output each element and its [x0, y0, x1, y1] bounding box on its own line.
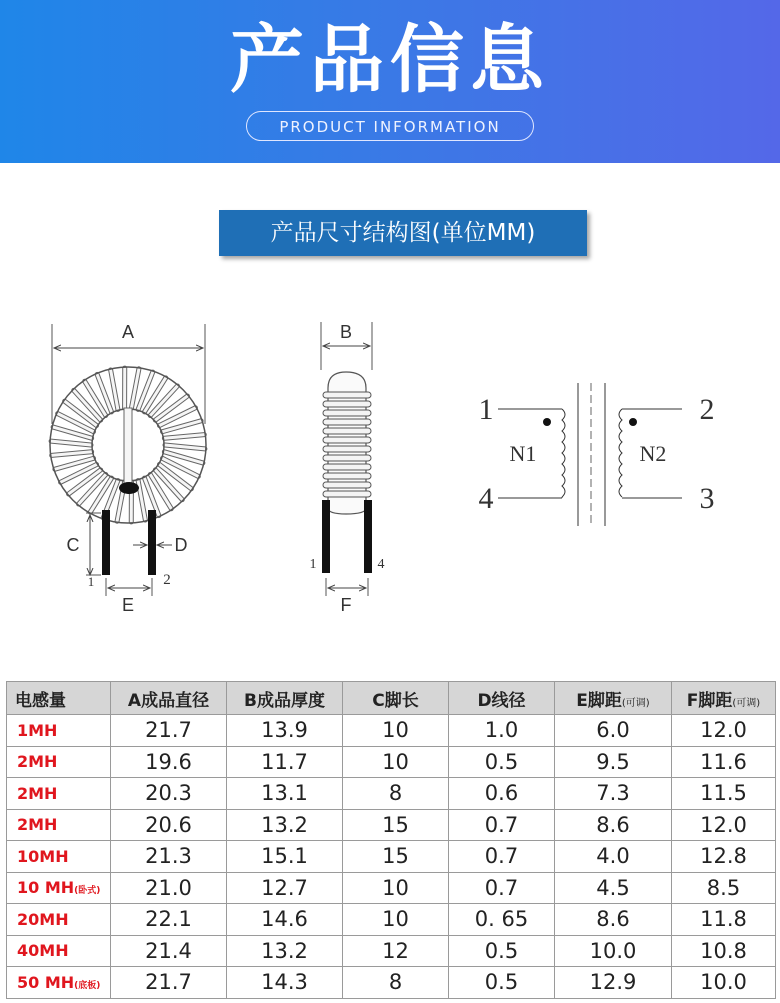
cell-c: 10 — [343, 872, 449, 904]
cell-f: 10.0 — [672, 967, 776, 999]
cell-f: 11.5 — [672, 778, 776, 810]
cell-a: 22.1 — [111, 904, 227, 936]
schematic-pin-2: 2 — [699, 393, 715, 426]
header-b: B成品厚度 — [227, 682, 343, 715]
table-row — [7, 746, 776, 778]
cell-e: 6.0 — [555, 715, 672, 747]
cell-inductance: 40MH — [7, 935, 111, 967]
table-row — [7, 809, 776, 841]
label-f: F — [340, 595, 352, 615]
cell-inductance: 10MH — [7, 841, 111, 873]
schematic-pin-3: 3 — [699, 482, 715, 515]
schematic — [479, 383, 715, 526]
cell-d: 1.0 — [449, 715, 555, 747]
cell-inductance: 2MH — [7, 746, 111, 778]
cell-a: 21.7 — [111, 967, 227, 999]
cell-c: 15 — [343, 809, 449, 841]
cell-c: 8 — [343, 778, 449, 810]
cell-e: 10.0 — [555, 935, 672, 967]
winding-n2-label: N2 — [639, 441, 667, 466]
cell-d: 0.5 — [449, 935, 555, 967]
table-row — [7, 841, 776, 873]
cell-e: 8.6 — [555, 904, 672, 936]
header-e: E脚距(可调) — [555, 682, 672, 715]
front-view — [50, 322, 206, 615]
cell-d: 0.5 — [449, 746, 555, 778]
label-b: B — [339, 322, 353, 342]
cell-c: 10 — [343, 746, 449, 778]
cell-inductance: 50 MH(底板) — [7, 967, 111, 999]
label-d: D — [174, 535, 188, 555]
cell-f: 12.0 — [672, 715, 776, 747]
cell-e: 7.3 — [555, 778, 672, 810]
cell-f: 12.0 — [672, 809, 776, 841]
cell-a: 21.0 — [111, 872, 227, 904]
table-row — [7, 778, 776, 810]
cell-a: 21.4 — [111, 935, 227, 967]
cell-c: 12 — [343, 935, 449, 967]
section-title: 产品尺寸结构图(单位MM) — [219, 210, 587, 256]
cell-b: 13.1 — [227, 778, 343, 810]
header-a: A成品直径 — [111, 682, 227, 715]
cell-c: 10 — [343, 715, 449, 747]
cell-d: 0.6 — [449, 778, 555, 810]
side-pin-4: 4 — [377, 557, 385, 572]
cell-b: 13.9 — [227, 715, 343, 747]
cell-inductance: 10 MH(卧式) — [7, 872, 111, 904]
cell-d: 0.7 — [449, 841, 555, 873]
cell-e: 8.6 — [555, 809, 672, 841]
header-inductance: 电感量 — [7, 682, 111, 715]
dimension-diagram — [0, 300, 780, 630]
front-pin-2: 2 — [163, 572, 171, 588]
cell-inductance: 2MH — [7, 809, 111, 841]
cell-d: 0.7 — [449, 872, 555, 904]
cell-b: 13.2 — [227, 935, 343, 967]
header-f: F脚距(可调) — [672, 682, 776, 715]
cell-b: 11.7 — [227, 746, 343, 778]
cell-c: 10 — [343, 904, 449, 936]
cell-a: 19.6 — [111, 746, 227, 778]
cell-d: 0. 65 — [449, 904, 555, 936]
label-c: C — [66, 535, 80, 555]
schematic-pin-4: 4 — [478, 482, 494, 515]
cell-inductance: 20MH — [7, 904, 111, 936]
cell-b: 13.2 — [227, 809, 343, 841]
banner-subtitle: PRODUCT INFORMATION — [246, 111, 534, 141]
table-row — [7, 904, 776, 936]
cell-c: 8 — [343, 967, 449, 999]
cell-f: 8.5 — [672, 872, 776, 904]
cell-f: 10.8 — [672, 935, 776, 967]
side-pin-1: 1 — [309, 557, 317, 572]
schematic-pin-1: 1 — [478, 393, 494, 426]
label-e: E — [121, 595, 135, 615]
cell-a: 20.6 — [111, 809, 227, 841]
winding-n1-label: N1 — [509, 441, 537, 466]
front-pin-1: 1 — [87, 574, 95, 589]
table-row — [7, 935, 776, 967]
table-header-row — [7, 682, 776, 715]
cell-a: 20.3 — [111, 778, 227, 810]
cell-b: 14.3 — [227, 967, 343, 999]
side-view — [310, 322, 385, 615]
cell-d: 0.5 — [449, 967, 555, 999]
table-row — [7, 872, 776, 904]
cell-a: 21.3 — [111, 841, 227, 873]
cell-f: 11.6 — [672, 746, 776, 778]
header-d: D线径 — [449, 682, 555, 715]
table-row — [7, 967, 776, 999]
cell-e: 9.5 — [555, 746, 672, 778]
cell-e: 12.9 — [555, 967, 672, 999]
cell-f: 12.8 — [672, 841, 776, 873]
cell-b: 12.7 — [227, 872, 343, 904]
cell-inductance: 1MH — [7, 715, 111, 747]
label-a: A — [121, 322, 135, 342]
cell-d: 0.7 — [449, 809, 555, 841]
cell-b: 15.1 — [227, 841, 343, 873]
cell-e: 4.5 — [555, 872, 672, 904]
cell-e: 4.0 — [555, 841, 672, 873]
cell-a: 21.7 — [111, 715, 227, 747]
cell-f: 11.8 — [672, 904, 776, 936]
spec-table — [6, 681, 776, 999]
cell-c: 15 — [343, 841, 449, 873]
cell-inductance: 2MH — [7, 778, 111, 810]
table-row — [7, 715, 776, 747]
banner-title: 产品信息 — [230, 17, 550, 103]
header-banner — [0, 0, 780, 163]
cell-b: 14.6 — [227, 904, 343, 936]
header-c: C脚长 — [343, 682, 449, 715]
